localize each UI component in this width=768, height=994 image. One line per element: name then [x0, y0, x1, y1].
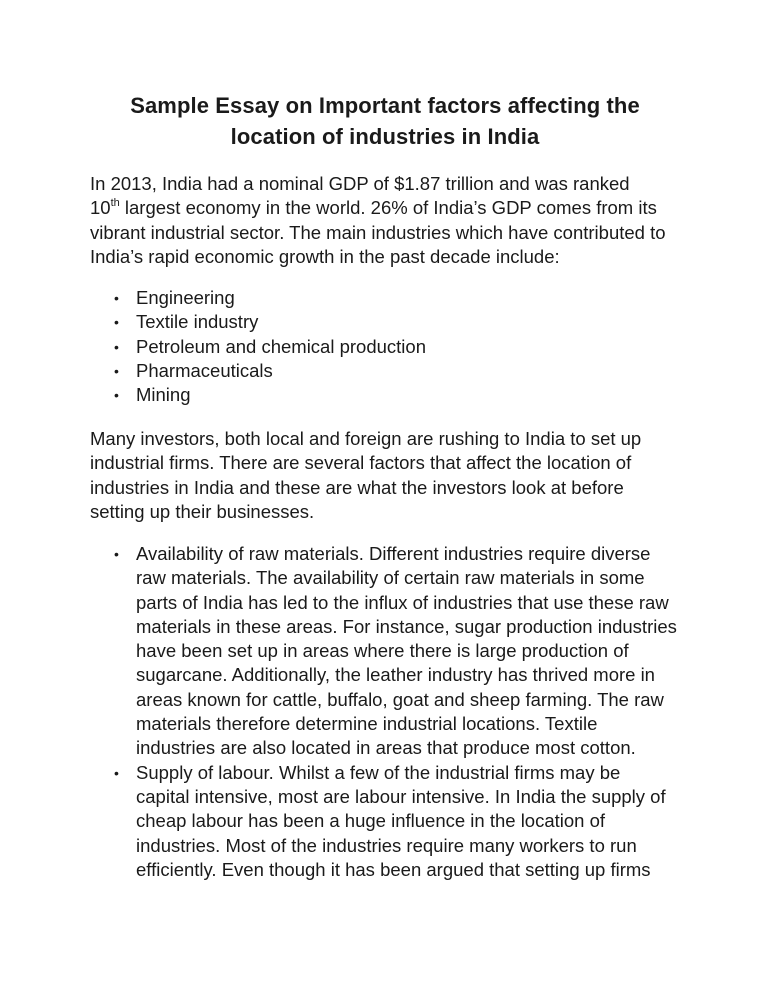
- list-item-text: Textile industry: [136, 311, 259, 333]
- list-item-text: Engineering: [136, 287, 235, 308]
- list-line: raw materials. The availability of certain raw materials in some: [136, 567, 645, 589]
- bullet-icon: •: [114, 764, 119, 781]
- paragraph-line: vibrant industrial sector. The main industries which have contributed to: [90, 221, 666, 243]
- list-line: capital intensive, most are labour intensive. In India the supply of: [136, 785, 666, 807]
- list-line: efficiently. Even though it has been argued that setting up firms: [136, 858, 651, 880]
- list-line: areas known for cattle, buffalo, goat and sheep farming. The raw: [136, 688, 664, 710]
- paragraph-text: largest economy in the world. 26% of India’s GDP comes from its: [119, 197, 657, 219]
- list-item: [90, 359, 680, 383]
- paragraph-line: industrial firms. There are several factors that affect the location of: [90, 452, 632, 474]
- list-item-raw-materials: [90, 542, 680, 761]
- list-item-text: Petroleum and chemical production: [136, 335, 426, 357]
- list-item: [90, 286, 680, 310]
- paragraph-line: industries in India and these are what the investors look at before: [90, 476, 624, 498]
- list-line: industries. Most of the industries require many workers to run: [136, 834, 637, 856]
- bullet-icon: •: [114, 338, 119, 355]
- investors-paragraph: [90, 427, 690, 524]
- title-line: Sample Essay on Important factors affecting the: [130, 93, 640, 118]
- page-title: [90, 90, 680, 152]
- list-item: [90, 335, 680, 359]
- list-item-supply-of-labour: [90, 761, 680, 882]
- list-line: industries are also located in areas that produce most cotton.: [136, 737, 636, 759]
- ordinal-number: 10: [90, 197, 111, 219]
- title-line: location of industries in India: [230, 124, 540, 149]
- paragraph-line: [90, 196, 690, 220]
- list-item-text: Mining: [136, 384, 191, 406]
- list-line: materials in these areas. For instance, sugar production industries: [136, 615, 677, 637]
- intro-paragraph: [90, 172, 690, 269]
- list-item: [90, 383, 680, 407]
- ordinal-suffix: th: [110, 197, 120, 210]
- paragraph-line: India’s rapid economic growth in the past decade include:: [90, 245, 560, 267]
- paragraph-line: In 2013, India had a nominal GDP of $1.87 trillion and was ranked: [90, 173, 630, 194]
- bullet-icon: •: [114, 314, 119, 331]
- list-line: Supply of labour. Whilst a few of the industrial firms may be: [136, 761, 621, 783]
- industries-list: [90, 286, 680, 407]
- list-line: have been set up in areas where there is large production of: [136, 640, 629, 662]
- list-item-text: Pharmaceuticals: [136, 359, 273, 381]
- bullet-icon: •: [114, 290, 119, 306]
- bullet-icon: •: [114, 387, 119, 404]
- list-line: cheap labour has been a huge influence in the location of: [136, 810, 606, 832]
- list-line: Availability of raw materials. Different industries require diverse: [136, 543, 651, 564]
- list-line: sugarcane. Additionally, the leather industry has thrived more in: [136, 664, 655, 686]
- bullet-icon: •: [114, 546, 119, 562]
- bullet-icon: •: [114, 362, 119, 379]
- factors-list: [90, 542, 680, 882]
- list-item: [90, 310, 680, 334]
- list-line: materials therefore determine industrial locations. Textile: [136, 713, 598, 735]
- paragraph-line: setting up their businesses.: [90, 500, 315, 522]
- paragraph-line: Many investors, both local and foreign are rushing to India to set up: [90, 428, 642, 449]
- list-line: parts of India has led to the influx of industries that use these raw: [136, 591, 669, 613]
